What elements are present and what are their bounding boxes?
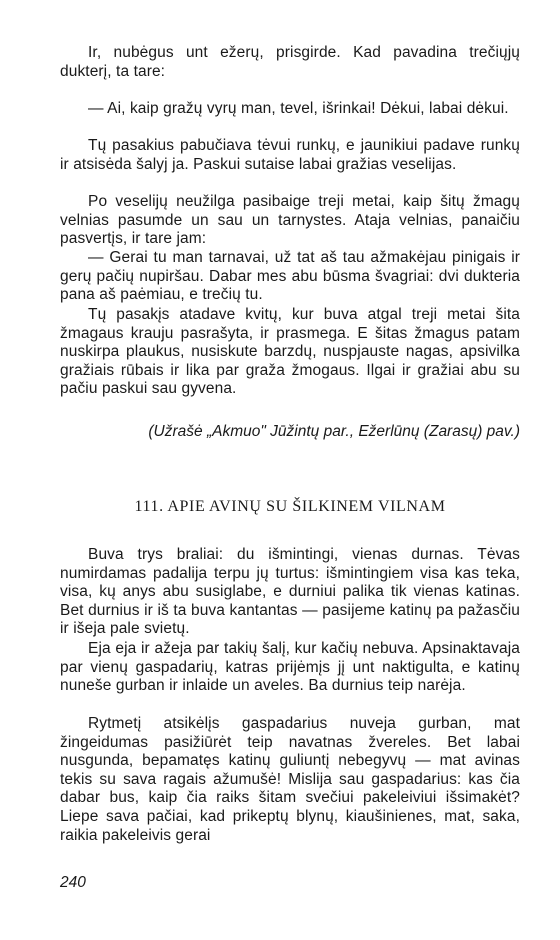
page-number: 240 <box>60 874 86 891</box>
paragraph: Tų pasakius pabučiava tėvui runkų, e jaunikiui padave runkų ir atsisėda šalyj ja. Paskui sutaise labai gražias veselijas. <box>60 137 520 173</box>
chapter-title: 111. APIE AVINŲ SU ŠILKINEM VILNAM <box>134 498 446 515</box>
dialogue-paragraph: — Ai, kaip gražų vyrų man, tevel, išrinkai! Dėkui, labai dėkui. <box>88 100 509 117</box>
source-note: (Užrašė „Akmuo" Jūžintų par., Ežerlūnų (Zarasų) pav.) <box>148 423 520 440</box>
book-page <box>60 0 520 940</box>
paragraph: Po veselijų neužilga pasibaige treji metai, kaip šitų žmagų velnias pasumde un sau un tarnystes. Ataja velnias, panaičiu pasvertįs, ir tare jam: <box>60 193 520 248</box>
paragraph: Ir, nubėgus unt ežerų, prisgirde. Kad pavadina trečiųjų dukterį, ta tare: <box>60 44 520 80</box>
chapter-paragraph: Buva trys braliai: du išmintingi, vienas durnas. Tėvas numirdamas padalija terpu jų turtus: išmintingiem visa kas teka, visa, kų anys abu susiglabe, e durniui palika tik vienas katinas. Bet durnius ir iš ta buva kantantas — pasijeme katinų pa pažasčiu ir išeja pale svietų. <box>60 546 520 638</box>
paragraph: Tų pasakįs atadave kvitų, kur buva atgal treji metai šita žmagaus krauju pasrašyta, ir prasmega. E šitas žmagus patam nuskirpa plaukus, nusiskute barzdų, nuspjauste nagas, apsivilka gražiais rūbais ir lika par graža žmogaus. Ilgai ir gražiai abu su pačiu paskui sau gyvena. <box>60 306 520 398</box>
dialogue-paragraph: — Gerai tu man tarnavai, už tat aš tau ažmakėjau pinigais ir gerų pačių nupiršau. Dabar mes abu būsma švagriai: dvi dukteria pana aš paėmiau, e trečių tu. <box>60 249 520 304</box>
chapter-paragraph: Eja eja ir ažeja par takių šalį, kur kačių nebuva. Apsinaktavaja par vienų gaspadarių, katras prijėmįs jį unt naktigulta, e katinų nuneše gurban ir inlaide un aveles. Ba durnius teip narėja. <box>60 640 520 695</box>
chapter-paragraph: Rytmetį atsikėlįs gaspadarius nuveja gurban, mat žingeidumas pasižiūrėt teip navatnas žvereles. Bet labai nusgunda, bepamatęs katinų guliuntį nebegyvų — mat avinas tekis su sava ragais ažumušė! Mislija sau gaspadarius: kas čia dabar bus, kaip čia raiks šitam svečiui pakeleiviui išsimakėt? Liepe sava pačiai, kad prikeptų blynų, kiaušinienes, mat, saka, raikia pakeleivis gerai <box>60 715 520 844</box>
